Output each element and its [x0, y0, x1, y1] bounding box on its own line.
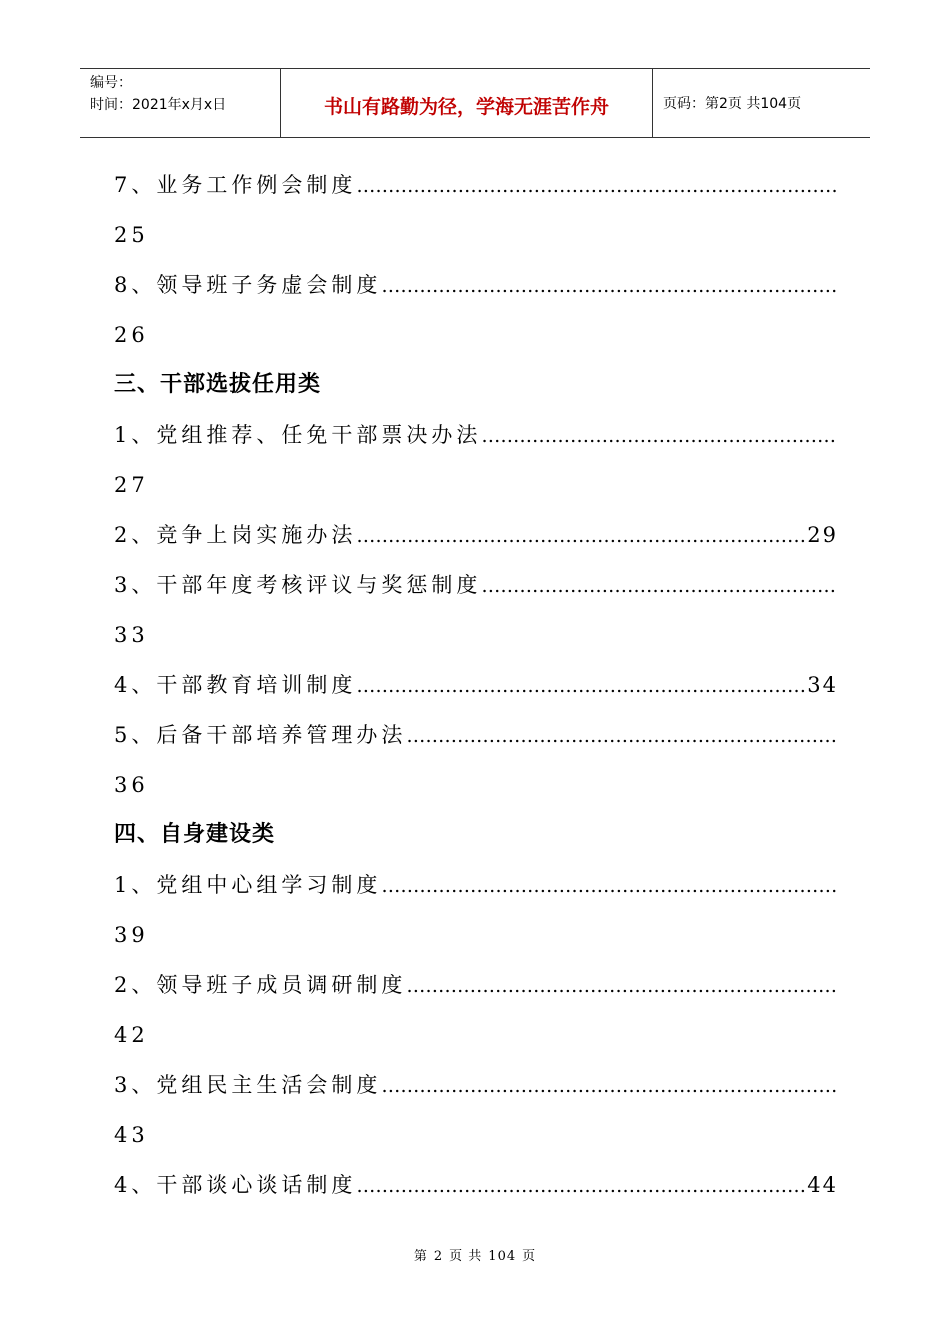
toc-entry — [114, 1060, 838, 1110]
toc-entry — [114, 710, 838, 760]
toc-entry — [114, 1160, 838, 1210]
toc-entry — [114, 960, 838, 1010]
toc-entry-label: 2、领导班子成员调研制度 — [114, 973, 407, 997]
toc-entry — [114, 560, 838, 610]
page-footer — [0, 1245, 950, 1264]
footer-suffix: 页 — [522, 1249, 537, 1264]
toc-entry-label: 1、党组推荐、任免干部票决办法 — [114, 423, 482, 447]
header-page-cell — [653, 69, 870, 137]
toc-page-number: 43 — [114, 1123, 149, 1147]
toc-entry — [114, 160, 838, 210]
toc-leader-dots — [381, 1060, 838, 1110]
header-meta — [80, 69, 281, 137]
toc-leader-dots — [356, 510, 807, 560]
toc-page-number: 26 — [114, 323, 149, 347]
toc-entry-label: 2、竞争上岗实施办法 — [114, 523, 357, 547]
toc-entry-page: 44 — [807, 1173, 838, 1197]
toc-leader-dots — [481, 410, 838, 460]
toc-entry-page: 29 — [807, 523, 838, 547]
toc-page-number: 36 — [114, 773, 149, 797]
section-heading: 四、自身建设类 — [114, 822, 276, 847]
toc-page-number: 25 — [114, 223, 149, 247]
toc-leader-dots — [381, 260, 838, 310]
toc-leader-dots — [356, 160, 838, 210]
toc-entry — [114, 860, 838, 910]
toc-leader-dots — [381, 860, 838, 910]
toc-leader-dots — [356, 660, 807, 710]
header-page-info: 页码：第2页 共104页 — [663, 96, 802, 112]
footer-middle: 页 共 — [449, 1249, 483, 1264]
page-header — [80, 68, 870, 138]
toc-page-number: 33 — [114, 623, 149, 647]
toc-leader-dots — [356, 1160, 807, 1210]
footer-current-page: 2 — [433, 1249, 444, 1264]
table-of-contents — [114, 160, 838, 1210]
toc-entry-label: 5、后备干部培养管理办法 — [114, 723, 407, 747]
toc-entry-label: 8、领导班子务虚会制度 — [114, 273, 382, 297]
toc-entry-label: 3、干部年度考核评议与奖惩制度 — [114, 573, 482, 597]
footer-total-pages: 104 — [488, 1249, 517, 1264]
toc-leader-dots — [481, 560, 838, 610]
toc-entry-label: 1、党组中心组学习制度 — [114, 873, 382, 897]
toc-leader-dots — [406, 960, 838, 1010]
header-motto-cell — [281, 69, 653, 137]
toc-entry — [114, 660, 838, 710]
toc-entry-page: 34 — [807, 673, 838, 697]
toc-leader-dots — [406, 710, 838, 760]
toc-page-number: 39 — [114, 923, 149, 947]
toc-entry — [114, 260, 838, 310]
footer-prefix: 第 — [413, 1249, 428, 1264]
toc-entry-label: 3、党组民主生活会制度 — [114, 1073, 382, 1097]
document-number-label: 编号： — [90, 75, 132, 91]
toc-entry-label: 4、干部谈心谈话制度 — [114, 1173, 357, 1197]
toc-entry — [114, 510, 838, 560]
section-heading: 三、干部选拔任用类 — [114, 372, 322, 397]
header-motto: 书山有路勤为径，学海无涯苦作舟 — [323, 95, 609, 118]
toc-entry — [114, 410, 838, 460]
document-date-label: 时间：2021年x月x日 — [90, 97, 227, 113]
toc-page-number: 42 — [114, 1023, 149, 1047]
toc-entry-label: 7、业务工作例会制度 — [114, 173, 357, 197]
toc-page-number: 27 — [114, 473, 149, 497]
toc-entry-label: 4、干部教育培训制度 — [114, 673, 357, 697]
